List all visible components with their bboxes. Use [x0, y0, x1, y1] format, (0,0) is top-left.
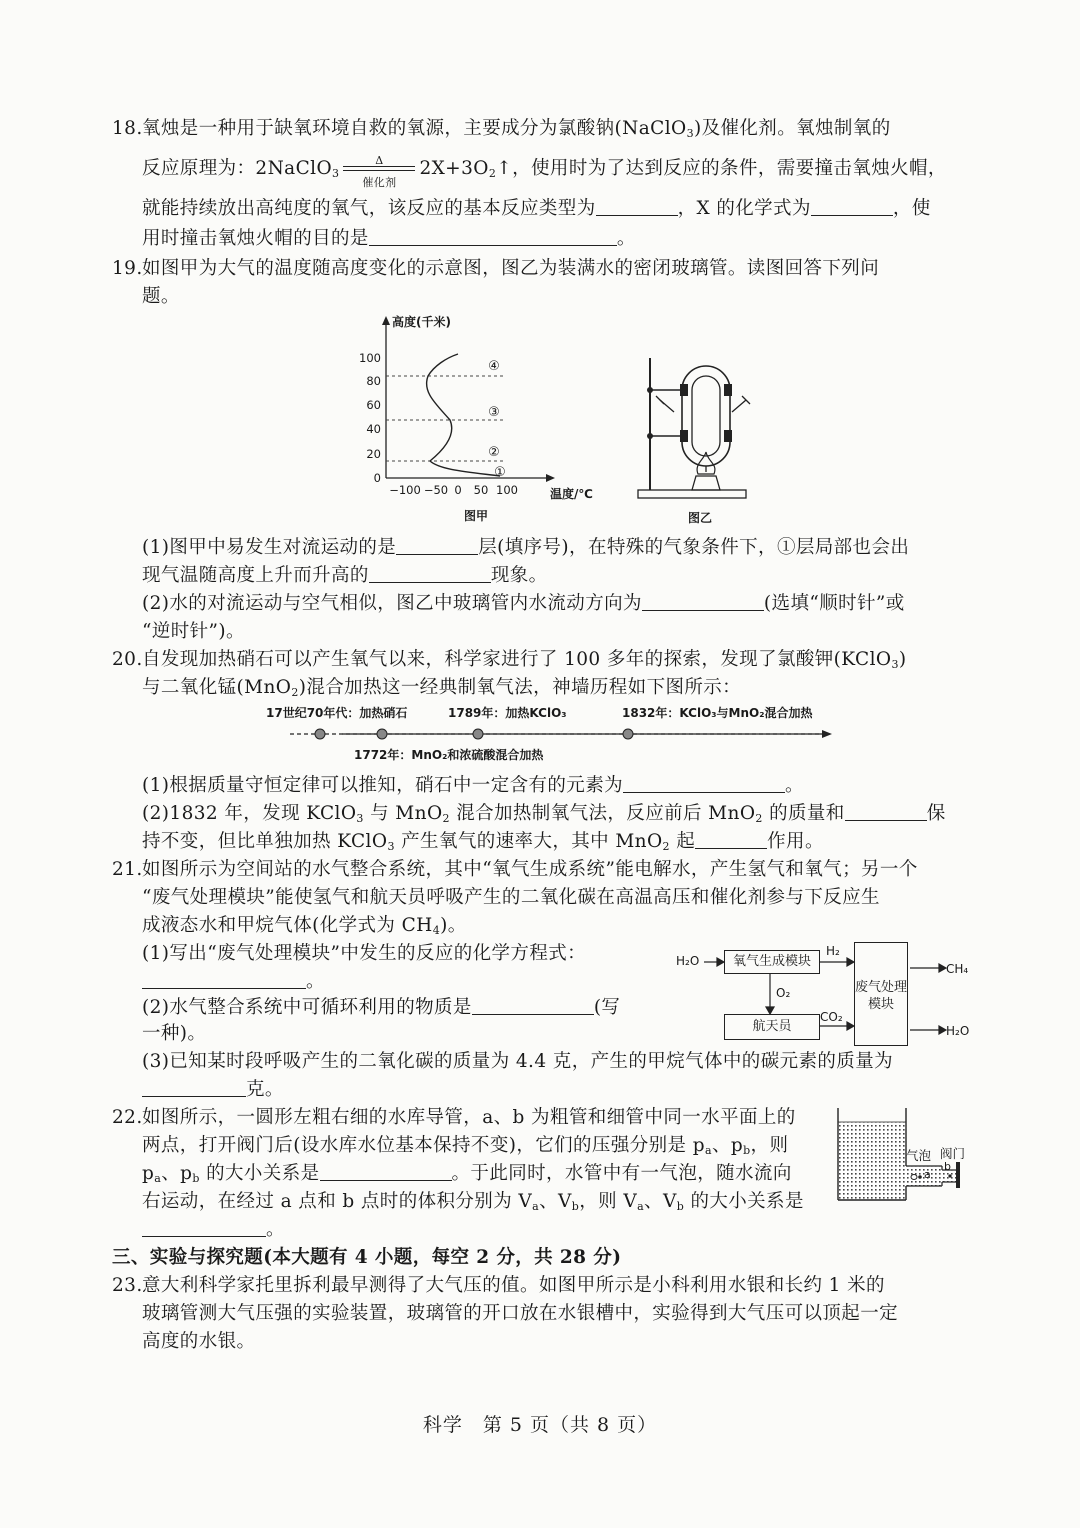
q20-number: 20.	[112, 649, 143, 670]
q19-number: 19.	[112, 258, 143, 279]
waste-gas-module: 废气处理模块	[854, 942, 908, 1046]
q22-line3	[142, 1161, 792, 1187]
timeline	[266, 700, 842, 766]
answer-blank[interactable]	[811, 197, 893, 216]
answer-blank[interactable]	[320, 1162, 452, 1181]
text: 、p	[711, 1135, 744, 1156]
q19-line1: 如图甲为大气的温度随高度变化的示意图，图乙为装满水的密闭玻璃管。读图回答下列问	[142, 258, 880, 279]
q18-line3	[142, 196, 931, 222]
q19-line2: 题。	[142, 286, 180, 307]
text: 、V	[539, 1191, 572, 1212]
answer-blank[interactable]	[695, 830, 767, 849]
q21-part3-line2	[142, 1077, 284, 1103]
subscript: 2	[442, 812, 450, 825]
text: 自发现加热硝石可以产生氧气以来，科学家进行了 100 多年的探索，发现了氯酸钾(KClO	[142, 649, 892, 670]
figure-caption: 图甲	[463, 509, 489, 523]
text: p	[142, 1163, 155, 1184]
q18-line1	[142, 116, 891, 142]
condition-heat: Δ	[375, 154, 384, 167]
subscript: 3	[686, 127, 694, 140]
text: )混合加热这一经典制氧气法，神墙历程如下图所示：	[298, 677, 742, 698]
answer-blank[interactable]	[623, 774, 785, 793]
q22-line1: 如图所示，一圆形左粗右细的水库导管，a、b 为粗管和细管中同一水平面上的	[142, 1107, 796, 1128]
text: (2)水的对流运动与空气相似，图乙中玻璃管内水流动方向为	[142, 593, 642, 614]
answer-blank[interactable]	[369, 227, 617, 246]
text: 。于此同时，水管中有一气泡，随水流向	[451, 1163, 792, 1184]
layer-4-label: ④	[488, 359, 500, 374]
subscript: a	[532, 1200, 540, 1213]
subscript: b	[192, 1172, 200, 1185]
q18-line2	[142, 154, 947, 189]
x-tick: 50	[473, 483, 489, 497]
q21-part3-line1: (3)已知某时段呼吸产生的二氧化碳的质量为 4.4 克，产生的甲烷气体中的碳元素的质量为	[142, 1051, 893, 1072]
answer-blank[interactable]	[845, 802, 927, 821]
text: 。	[785, 775, 804, 796]
text: 产生氧气的速率大，其中 MnO	[394, 831, 663, 852]
answer-blank[interactable]	[369, 564, 491, 583]
answer-blank[interactable]	[642, 592, 764, 611]
text: 的大小关系是	[684, 1191, 804, 1212]
q19-part1-line1	[142, 535, 909, 561]
subscript: 2	[755, 812, 763, 825]
answer-blank[interactable]	[472, 996, 594, 1015]
y-tick: 60	[366, 398, 381, 412]
subscript: 2	[291, 686, 299, 699]
subscript: 3	[332, 167, 340, 180]
text: 的质量和	[762, 803, 845, 824]
subscript: a	[704, 1144, 712, 1157]
bubble-label: 气泡	[906, 1148, 932, 1163]
text: 右运动，在经过 a 点和 b 点时的体积分别为 V	[142, 1191, 533, 1212]
text: ，则	[750, 1135, 789, 1156]
text: 作用。	[767, 831, 824, 852]
subscript: 4	[432, 924, 441, 937]
q19-part1-line2	[142, 563, 548, 589]
q22-line2	[142, 1133, 788, 1159]
y-tick: 40	[366, 422, 381, 436]
co2-label: CO₂	[820, 1010, 843, 1024]
timeline-event-1: 17世纪70年代：加热硝石	[266, 706, 408, 720]
timeline-event-2: 1789年：加热KClO₃	[448, 706, 567, 720]
text: 。	[306, 971, 325, 992]
q23-number: 23.	[112, 1275, 143, 1296]
reservoir-pipe-figure	[834, 1104, 974, 1204]
q21-part1: (1)写出“废气处理模块”中发生的反应的化学方程式：	[142, 943, 587, 964]
layer-1-label: ①	[494, 465, 506, 480]
q21-part2-line2: 一种)。	[142, 1023, 207, 1044]
text: ，则 V	[579, 1191, 638, 1212]
subscript: a	[154, 1172, 162, 1185]
figure-caption: 图乙	[687, 511, 713, 525]
text: )	[898, 649, 907, 670]
point-a-label: a	[924, 1168, 931, 1181]
q22-line5	[142, 1217, 285, 1243]
h2-label: H₂	[826, 944, 840, 958]
q21-line2: “废气处理模块”能使氢气和航天员呼吸产生的二氧化碳在高温高压和催化剂参与下反应生	[142, 887, 880, 908]
h2o-output-label: H₂O	[946, 1024, 970, 1038]
text: 反应原理为：2NaClO	[142, 158, 333, 179]
ch4-output-label: CH₄	[946, 962, 969, 976]
text: (选填“顺时针”或	[763, 593, 905, 614]
q18-number: 18.	[112, 118, 143, 139]
q20-line1	[142, 647, 907, 673]
text: 、p	[161, 1163, 193, 1184]
figure-yi	[634, 352, 764, 527]
answer-blank[interactable]	[142, 1218, 266, 1237]
x-tick: −50	[423, 483, 449, 497]
q19-part2-line1	[142, 591, 905, 617]
text: 用时撞击氧烛火帽的目的是	[142, 228, 369, 249]
y-tick: 100	[359, 351, 381, 365]
subscript: b	[676, 1200, 685, 1213]
q23-line1: 意大利科学家托里拆利最早测得了大气压的值。如图甲所示是小科利用水银和长约 1 米的	[142, 1275, 885, 1296]
answer-blank[interactable]	[596, 197, 678, 216]
q23-line2: 玻璃管测大气压强的实验装置，玻璃管的开口放在水银槽中，实验得到大气压可以顶起一定	[142, 1303, 899, 1324]
text: )。	[440, 915, 467, 936]
text: 两点，打开阀门后(设水库水位基本保持不变)，它们的压强分别是 p	[142, 1135, 705, 1156]
text: 氧烛是一种用于缺氧环境自救的氧源，主要成分为氯酸钠(NaClO	[142, 118, 687, 139]
q19-part2-line2: “逆时针”)。	[142, 621, 245, 642]
timeline-event-3: 1832年：KClO₃与MnO₂混合加热	[622, 706, 813, 720]
h2o-input-label: H₂O	[676, 954, 700, 968]
text: 、V	[644, 1191, 677, 1212]
section-3-heading: 三、实验与探究题(本大题有 4 小题，每空 2 分，共 28 分)	[112, 1247, 622, 1268]
q21-line1: 如图所示为空间站的水气整合系统，其中“氧气生成系统”能电解水，产生氢气和氧气；另一个	[142, 859, 918, 880]
subscript: 3	[891, 658, 899, 671]
o2-label: O₂	[776, 986, 791, 1000]
text: ，X 的化学式为	[677, 198, 811, 219]
text: 起	[669, 831, 696, 852]
x-tick: −100	[389, 483, 421, 497]
page-footer: 科学 第 5 页（共 8 页）	[422, 1414, 658, 1436]
q20-line2	[142, 675, 741, 701]
subscript: a	[637, 1200, 645, 1213]
y-tick: 80	[366, 374, 381, 388]
text: 保	[926, 803, 946, 824]
text: )及催化剂。氧烛制氧的	[693, 118, 891, 139]
valve-label: 阀门	[940, 1146, 966, 1161]
text: 。	[266, 1219, 285, 1240]
answer-blank[interactable]	[396, 536, 478, 555]
text: (写	[593, 997, 621, 1018]
y-axis-label: 高度(千米)	[392, 315, 451, 329]
subscript: b	[571, 1200, 580, 1213]
text: 就能持续放出高纯度的氧气，该反应的基本反应类型为	[142, 198, 596, 219]
timeline-event-4: 1772年：MnO₂和浓硫酸混合加热	[354, 748, 544, 762]
y-tick: 20	[366, 447, 381, 461]
q22-line4	[142, 1189, 804, 1215]
text: (2)水气整合系统中可循环利用的物质是	[142, 997, 472, 1018]
figure-jia	[350, 312, 620, 527]
water-gas-system-diagram	[674, 940, 974, 1050]
x-axis-label: 温度/℃	[550, 487, 593, 501]
subscript: 3	[356, 812, 364, 825]
x-tick: 100	[496, 483, 518, 497]
text: 持不变，但比单独加热 KClO	[142, 831, 388, 852]
text: 层(填序号)，在特殊的气象条件下，①层局部也会出	[478, 537, 910, 558]
text: (1)图甲中易发生对流运动的是	[142, 537, 397, 558]
q21-part1-answer	[142, 969, 325, 995]
q20-part1	[142, 773, 804, 799]
answer-blank[interactable]	[142, 970, 306, 989]
q20-part2-line2	[142, 829, 824, 855]
q21-number: 21.	[112, 859, 143, 880]
text: ，使	[892, 198, 931, 219]
text: (1)根据质量守恒定律可以推知，硝石中一定含有的元素为	[142, 775, 624, 796]
condition-catalyst: 催化剂	[362, 176, 397, 189]
astronaut-box: 航天员	[724, 1014, 820, 1040]
text: 现气温随高度上升而升高的	[142, 565, 369, 586]
text: ↑，使用时为了达到反应的条件，需要撞击氧烛火帽，	[496, 158, 947, 179]
y-tick: 0	[373, 471, 381, 485]
oxygen-generation-module: 氧气生成模块	[724, 950, 820, 974]
text: 与 MnO	[363, 803, 443, 824]
q18-line4	[142, 226, 636, 252]
text: 与二氧化锰(MnO	[142, 677, 292, 698]
q22-number: 22.	[112, 1107, 143, 1128]
reaction-condition	[339, 154, 419, 189]
text: 。	[616, 228, 636, 249]
layer-2-label: ②	[488, 445, 500, 460]
subscript: b	[743, 1144, 751, 1157]
layer-3-label: ③	[488, 405, 500, 420]
point-b-label: b	[944, 1160, 951, 1173]
q21-part2-line1	[142, 995, 620, 1021]
q23-line3: 高度的水银。	[142, 1331, 256, 1352]
subscript: 2	[662, 840, 670, 853]
subscript: 3	[387, 840, 395, 853]
text: 的大小关系是	[199, 1163, 320, 1184]
text: 现象。	[490, 565, 548, 586]
text: 混合加热制氧气法，反应前后 MnO	[449, 803, 756, 824]
q20-part2-line1	[142, 801, 946, 827]
text: (2)1832 年，发现 KClO	[142, 803, 357, 824]
text: 克。	[246, 1079, 284, 1100]
q21-line3	[142, 913, 467, 939]
text: 2X+3O	[419, 158, 489, 179]
text: 成液态水和甲烷气体(化学式为 CH	[142, 915, 433, 936]
subscript: 2	[488, 167, 497, 180]
x-tick: 0	[454, 483, 462, 497]
answer-blank[interactable]	[142, 1078, 246, 1097]
